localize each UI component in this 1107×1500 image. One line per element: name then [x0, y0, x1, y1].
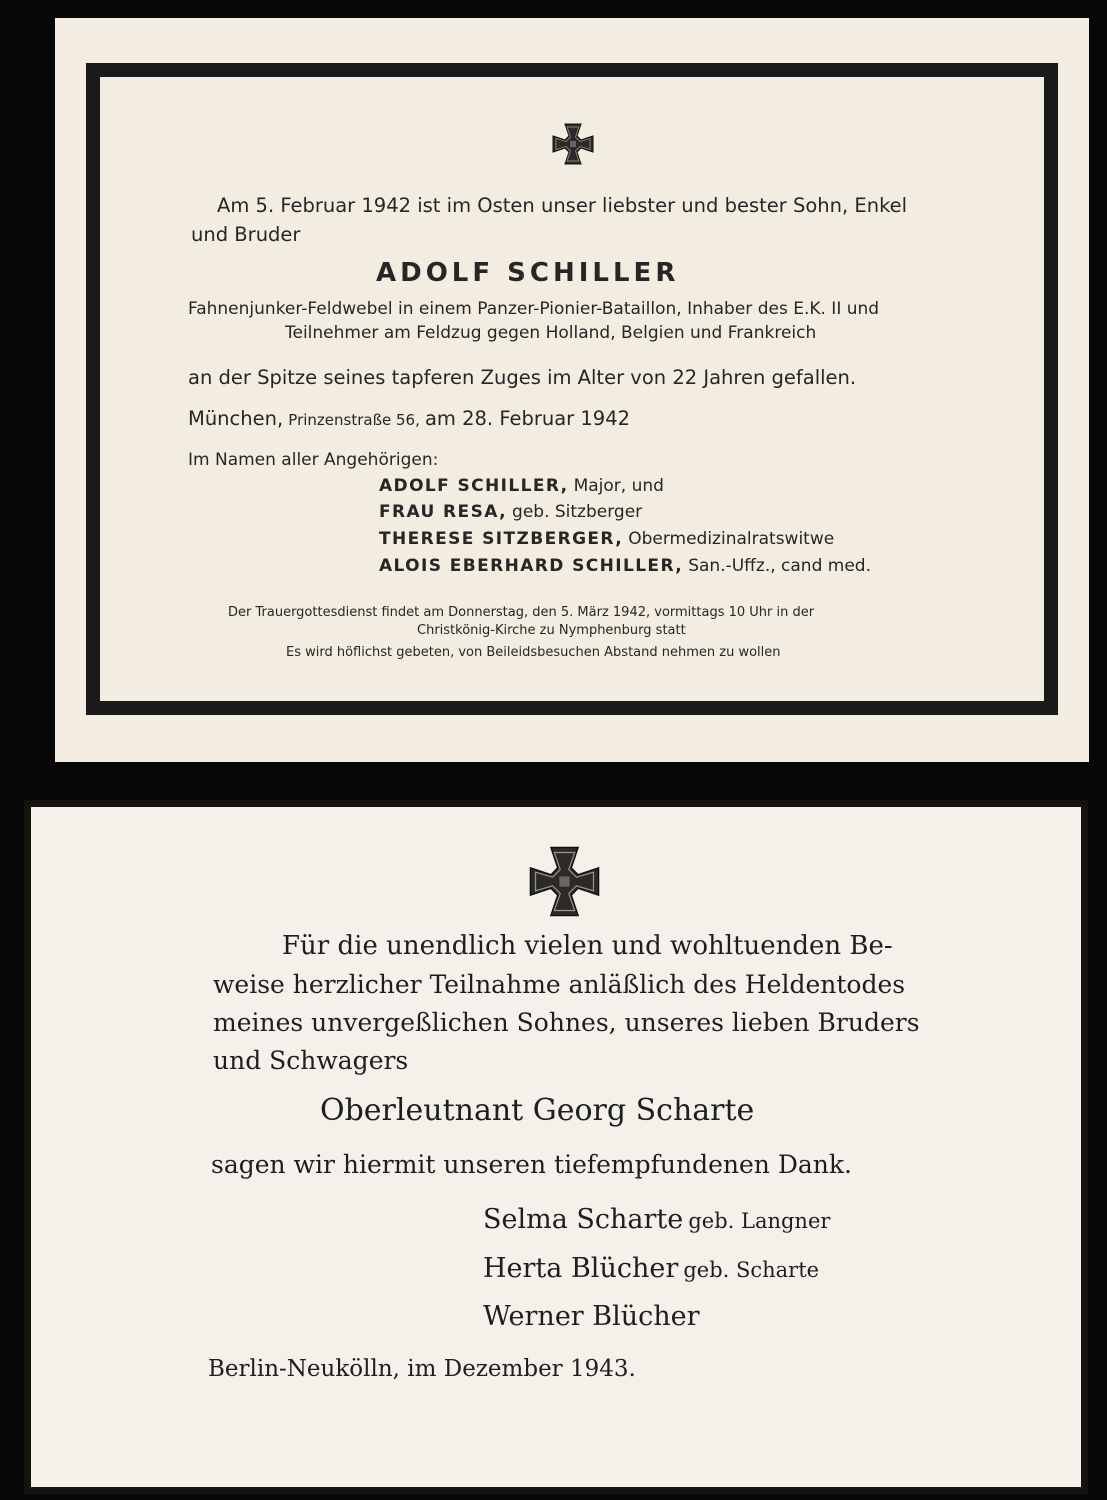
relative-name: THERESE SITZBERGER,: [379, 529, 624, 549]
signer-maiden: geb. Scharte: [683, 1258, 820, 1282]
relative-desc: geb. Sitzberger: [512, 502, 643, 522]
place-city: München,: [188, 407, 284, 430]
relative-name: ALOIS EBERHARD SCHILLER,: [379, 556, 684, 576]
signer-maiden: geb. Langner: [688, 1209, 831, 1233]
fallen-line: an der Spitze seines tapferen Zuges im Alter von 22 Jahren gefallen.: [188, 366, 857, 389]
thanks-line-1: Für die unendlich vielen und wohltuenden Be-: [282, 931, 893, 961]
signer-name: Herta Blücher: [483, 1253, 679, 1284]
deceased-name: ADOLF SCHILLER: [376, 258, 680, 288]
thanks-line-3: meines unvergeßlichen Sohnes, unseres lieben Bruders: [213, 1008, 920, 1037]
relative-desc: Obermedizinalratswitwe: [628, 529, 835, 549]
signature-3: Werner Blücher: [483, 1301, 700, 1332]
relative-name: FRAU RESA,: [379, 502, 507, 522]
signature-2: [483, 1253, 819, 1284]
place-street: Prinzenstraße 56,: [288, 411, 420, 429]
relative-name: ADOLF SCHILLER,: [379, 476, 569, 496]
thank-you-card: [24, 800, 1088, 1494]
relative-4: [379, 556, 871, 576]
relative-desc: Major, und: [573, 476, 664, 496]
service-line-2: Christkönig-Kirche zu Nymphenburg statt: [417, 623, 686, 638]
relative-2: [379, 502, 642, 522]
fallen-officer-name: Oberleutnant Georg Scharte: [320, 1093, 755, 1128]
relative-desc: San.-Uffz., cand med.: [688, 556, 871, 576]
iron-cross-icon: [551, 122, 595, 166]
death-notice-card: [55, 18, 1089, 762]
service-line-1: Der Trauergottesdienst findet am Donnerstag, den 5. März 1942, vormittags 10 Uhr in der: [228, 605, 815, 620]
iron-cross-icon: [527, 844, 602, 919]
rank-line-2: Teilnehmer am Feldzug gegen Holland, Belgien und Frankreich: [285, 323, 817, 343]
relative-3: [379, 529, 834, 549]
thanks-line-4: und Schwagers: [213, 1046, 409, 1075]
thank-you-paper: [31, 807, 1081, 1487]
place-date-line: [188, 407, 630, 430]
signature-1: [483, 1204, 830, 1235]
notice-line-1: Am 5. Februar 1942 ist im Osten unser liebster und bester Sohn, Enkel: [217, 194, 908, 217]
thanks-closing: sagen wir hiermit unseren tiefempfundenen Dank.: [211, 1150, 852, 1179]
relative-1: [379, 476, 664, 496]
rank-line-1: Fahnenjunker-Feldwebel in einem Panzer-Pionier-Bataillon, Inhaber des E.K. II und: [188, 299, 880, 319]
signer-name: Selma Scharte: [483, 1204, 684, 1235]
place-date: am 28. Februar 1942: [424, 407, 631, 430]
service-line-3: Es wird höflichst gebeten, von Beileidsbesuchen Abstand nehmen zu wollen: [286, 645, 781, 660]
notice-line-2: und Bruder: [191, 223, 301, 246]
names-intro: Im Namen aller Angehörigen:: [188, 450, 439, 470]
thanks-line-2: weise herzlicher Teilnahme anläßlich des Heldentodes: [213, 970, 906, 999]
place-date-line: Berlin-Neukölln, im Dezember 1943.: [208, 1356, 636, 1382]
